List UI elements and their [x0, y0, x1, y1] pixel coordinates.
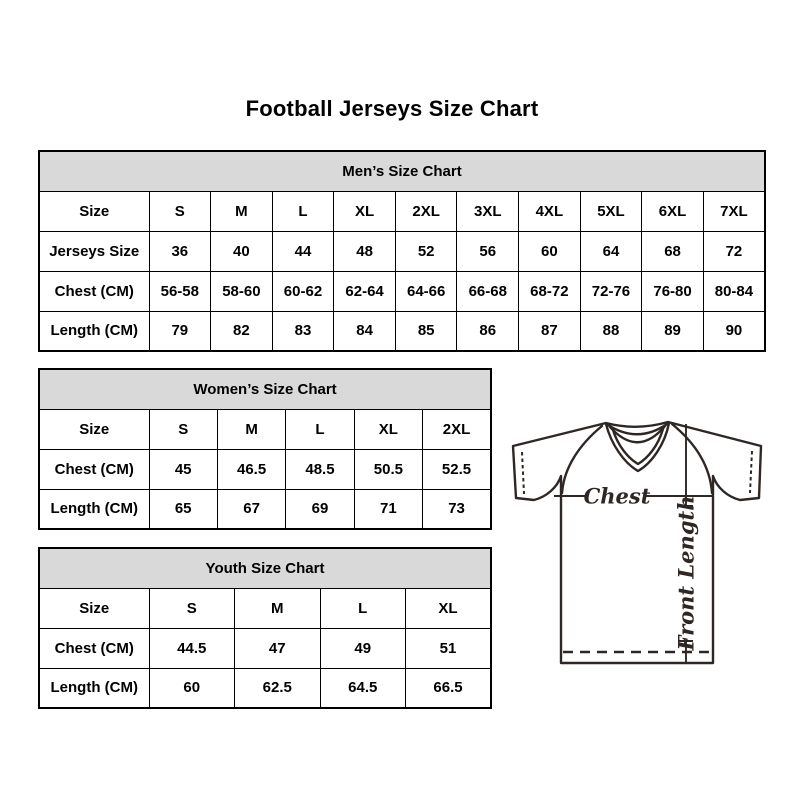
mens-length-cell: 83: [272, 311, 334, 351]
mens-length-cell: 87: [519, 311, 581, 351]
mens-row-label: Chest (CM): [39, 271, 149, 311]
womens-chest-cell: 48.5: [286, 449, 354, 489]
mens-chest-cell: 66-68: [457, 271, 519, 311]
table-row: [39, 369, 491, 409]
jersey-measurement-diagram: [498, 410, 776, 672]
womens-length-cell: 69: [286, 489, 354, 529]
mens-chest-cell: 76-80: [642, 271, 704, 311]
mens-jerseys-size-cell: 52: [395, 231, 457, 271]
mens-size-cell: S: [149, 191, 211, 231]
womens-chest-cell: 45: [149, 449, 217, 489]
table-row: [39, 409, 491, 449]
jersey-outline: [513, 422, 761, 663]
mens-size-cell: 2XL: [395, 191, 457, 231]
mens-length-cell: 79: [149, 311, 211, 351]
mens-size-cell: L: [272, 191, 334, 231]
youth-size-cell: L: [320, 588, 406, 628]
youth-chest-cell: 51: [406, 628, 492, 668]
mens-chest-cell: 56-58: [149, 271, 211, 311]
mens-jerseys-size-cell: 40: [211, 231, 273, 271]
mens-size-table: [38, 150, 766, 352]
mens-size-cell: 3XL: [457, 191, 519, 231]
mens-chest-cell: 72-76: [580, 271, 642, 311]
mens-size-cell: 4XL: [519, 191, 581, 231]
mens-length-cell: 90: [703, 311, 765, 351]
mens-jerseys-size-cell: 56: [457, 231, 519, 271]
mens-length-cell: 86: [457, 311, 519, 351]
womens-length-cell: 67: [217, 489, 285, 529]
youth-row-label: Chest (CM): [39, 628, 149, 668]
mens-jerseys-size-cell: 48: [334, 231, 396, 271]
right-armhole-seam: [672, 424, 712, 493]
table-row: [39, 449, 491, 489]
youth-chest-cell: 44.5: [149, 628, 235, 668]
table-row: [39, 668, 491, 708]
womens-length-cell: 71: [354, 489, 422, 529]
mens-chest-cell: 62-64: [334, 271, 396, 311]
mens-length-cell: 89: [642, 311, 704, 351]
mens-jerseys-size-cell: 36: [149, 231, 211, 271]
table-row: [39, 151, 765, 191]
table-row: [39, 489, 491, 529]
mens-jerseys-size-cell: 60: [519, 231, 581, 271]
womens-size-cell: S: [149, 409, 217, 449]
mens-length-cell: 84: [334, 311, 396, 351]
womens-table-title: Women’s Size Chart: [39, 369, 491, 409]
mens-size-cell: M: [211, 191, 273, 231]
right-cuff-stitch-line: [750, 451, 752, 493]
womens-chest-cell: 52.5: [423, 449, 491, 489]
womens-size-cell: L: [286, 409, 354, 449]
left-cuff-stitch-line: [522, 452, 524, 494]
table-row: [39, 548, 491, 588]
mens-chest-cell: 64-66: [395, 271, 457, 311]
youth-size-cell: M: [235, 588, 321, 628]
womens-size-cell: 2XL: [423, 409, 491, 449]
youth-size-header: Size: [39, 588, 149, 628]
mens-length-cell: 85: [395, 311, 457, 351]
mens-chest-cell: 80-84: [703, 271, 765, 311]
womens-size-table: [38, 368, 492, 530]
mens-size-cell: 5XL: [580, 191, 642, 231]
womens-size-header: Size: [39, 409, 149, 449]
mens-jerseys-size-cell: 44: [272, 231, 334, 271]
front-length-label: Front Length: [673, 495, 699, 651]
youth-size-cell: S: [149, 588, 235, 628]
chest-label: Chest: [583, 483, 651, 509]
table-row: [39, 231, 765, 271]
table-row: [39, 191, 765, 231]
youth-length-cell: 62.5: [235, 668, 321, 708]
mens-chest-cell: 68-72: [519, 271, 581, 311]
youth-row-label: Length (CM): [39, 668, 149, 708]
mens-table-title: Men’s Size Chart: [39, 151, 765, 191]
youth-chest-cell: 47: [235, 628, 321, 668]
mens-jerseys-size-cell: 72: [703, 231, 765, 271]
mens-chest-cell: 58-60: [211, 271, 273, 311]
mens-jerseys-size-cell: 64: [580, 231, 642, 271]
table-row: [39, 588, 491, 628]
mens-size-cell: 6XL: [642, 191, 704, 231]
womens-size-cell: XL: [354, 409, 422, 449]
womens-row-label: Chest (CM): [39, 449, 149, 489]
table-row: [39, 271, 765, 311]
womens-row-label: Length (CM): [39, 489, 149, 529]
youth-length-cell: 60: [149, 668, 235, 708]
youth-chest-cell: 49: [320, 628, 406, 668]
mens-size-header: Size: [39, 191, 149, 231]
womens-chest-cell: 50.5: [354, 449, 422, 489]
youth-size-cell: XL: [406, 588, 492, 628]
mens-length-cell: 88: [580, 311, 642, 351]
table-row: [39, 311, 765, 351]
mens-row-label: Length (CM): [39, 311, 149, 351]
mens-jerseys-size-cell: 68: [642, 231, 704, 271]
youth-table-title: Youth Size Chart: [39, 548, 491, 588]
page-title: Football Jerseys Size Chart: [245, 96, 539, 121]
mens-row-label: Jerseys Size: [39, 231, 149, 271]
youth-length-cell: 66.5: [406, 668, 492, 708]
table-row: [39, 628, 491, 668]
mens-size-cell: 7XL: [703, 191, 765, 231]
womens-length-cell: 73: [423, 489, 491, 529]
mens-size-cell: XL: [334, 191, 396, 231]
womens-length-cell: 65: [149, 489, 217, 529]
youth-length-cell: 64.5: [320, 668, 406, 708]
mens-length-cell: 82: [211, 311, 273, 351]
mens-chest-cell: 60-62: [272, 271, 334, 311]
womens-size-cell: M: [217, 409, 285, 449]
womens-chest-cell: 46.5: [217, 449, 285, 489]
youth-size-table: [38, 547, 492, 709]
